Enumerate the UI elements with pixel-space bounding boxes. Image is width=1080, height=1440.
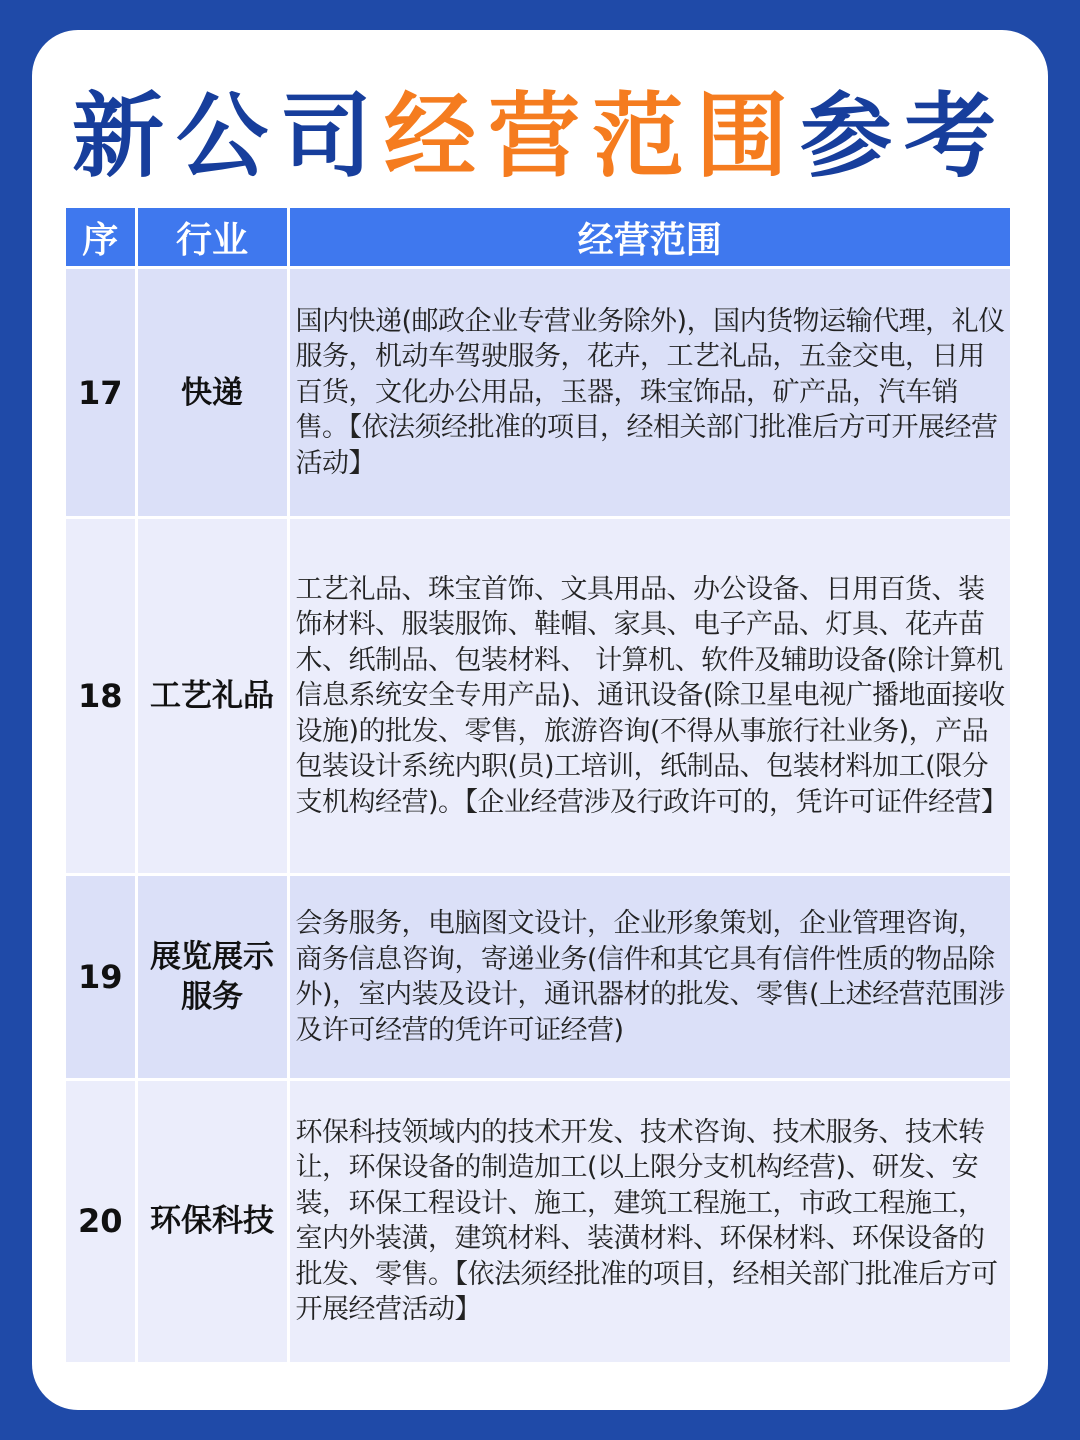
row-industry	[136, 875, 288, 1080]
row-scope-text: 国内快递(邮政企业专营业务除外)，国内货物运输代理，礼仪服务，机动车驾驶服务，花卉，工艺礼品，五金交电，日用百货，文化办公用品，玉器，珠宝饰品，矿产品，汽车销售。【依法须经批准的项目，经相关部门批准后方可开展经营活动】	[295, 305, 1005, 479]
title-part-new-company: 新公司	[71, 83, 384, 190]
row-scope-text: 环保科技领域内的技术开发、技术咨询、技术服务、技术转让，环保设备的制造加工(以上限分支机构经营)、研发、安装，环保工程设计、施工，建筑工程施工，市政工程施工，室内外装潢，建筑材料、装潢材料、环保材料、环保设备的批发、零售。【依法须经批准的项目，经相关部门批准后方可开展经营活动】	[295, 1116, 998, 1326]
header-scope: 经营范围	[288, 208, 1010, 268]
row-number: 20	[66, 1080, 136, 1362]
row-scope	[288, 875, 1010, 1080]
table-header-row	[66, 208, 1010, 268]
table-row	[66, 268, 1010, 518]
table-row	[66, 875, 1010, 1080]
page-title	[0, 82, 1080, 192]
row-number: 19	[66, 875, 136, 1080]
row-scope-text: 会务服务，电脑图文设计，企业形象策划，企业管理咨询，商务信息咨询，寄递业务(信件和其它具有信件性质的物品除外)，室内装及设计，通讯器材的批发、零售(上述经营范围涉及许可经营的凭许可证经营)	[295, 908, 1005, 1046]
row-industry: 快递	[136, 268, 288, 518]
row-scope	[288, 1080, 1010, 1362]
business-scope-table	[66, 208, 1010, 1362]
row-scope-text: 工艺礼品、珠宝首饰、文具用品、办公设备、日用百货、装饰材料、服装服饰、鞋帽、家具、电子产品、灯具、花卉苗木、纸制品、包装材料、 计算机、软件及辅助设备(除计算机信息系统安全专用产品)、通讯设备(除卫星电视广播地面接收设施)的批发、零售，旅游咨询(不得从事旅行社业务)，产品包装设计系统内职(员)工培训，纸制品、包装材料加工(限分支机构经营)。【企业经营涉及行政许可的，凭许可证件经营】	[295, 573, 1008, 818]
row-scope	[288, 268, 1010, 518]
table-row	[66, 1080, 1010, 1362]
row-number: 18	[66, 518, 136, 875]
header-industry: 行业	[136, 208, 288, 268]
table-row	[66, 518, 1010, 875]
row-industry: 工艺礼品	[136, 518, 288, 875]
row-scope	[288, 518, 1010, 875]
row-industry: 环保科技	[136, 1080, 288, 1362]
title-part-business-scope: 经营范围	[383, 83, 800, 190]
header-number: 序	[66, 208, 136, 268]
row-industry-text: 展览展示服务	[150, 939, 274, 1015]
row-number: 17	[66, 268, 136, 518]
title-part-reference: 参考	[800, 83, 1009, 190]
